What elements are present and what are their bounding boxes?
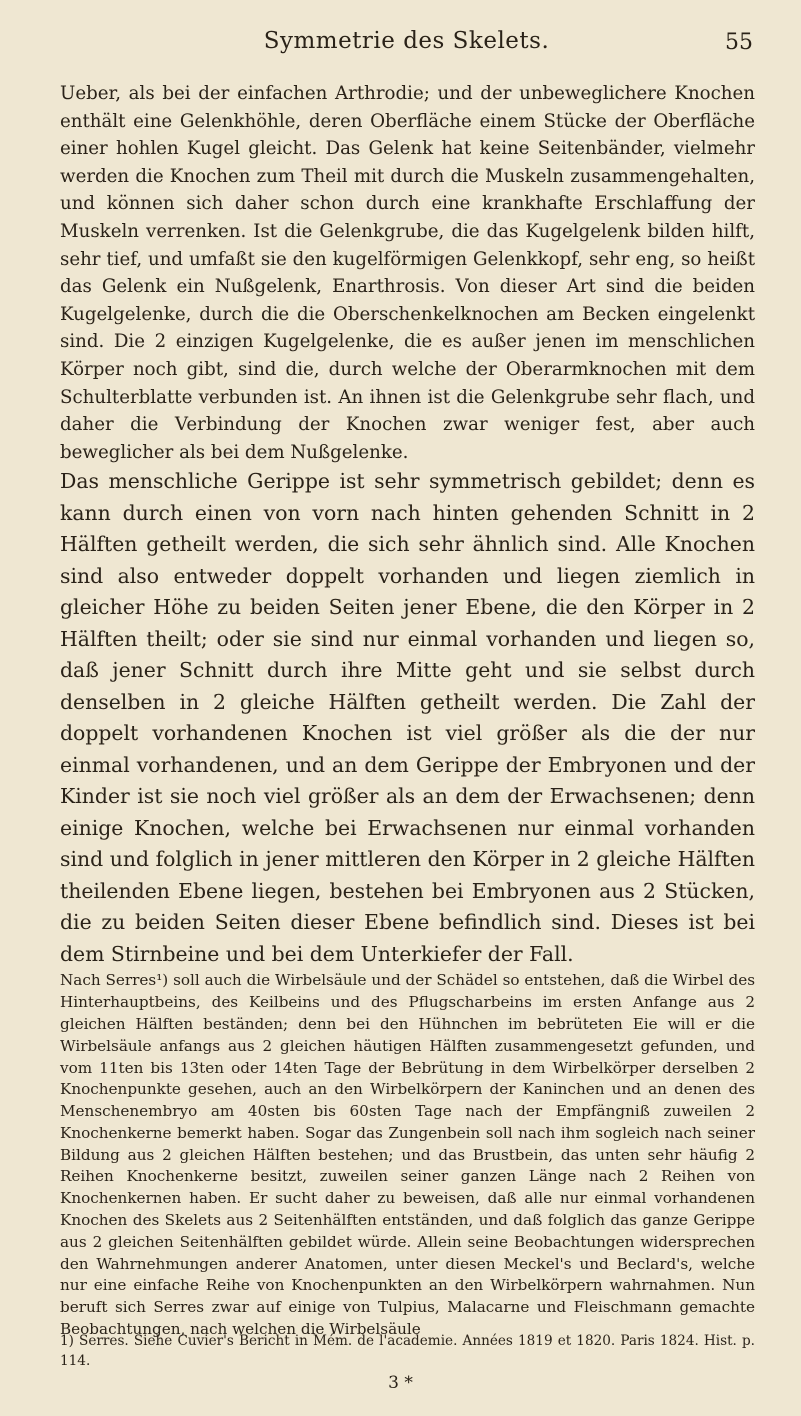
page-number: 55 — [725, 30, 753, 55]
body-text — [60, 80, 755, 1341]
paragraph-ball-joint: Ueber, als bei der einfachen Arthrodie; und der unbeweglichere Knochen enthält eine Gelenkhöhle, deren Oberfläche einem Stücke der Oberfläche einer hohlen Kugel gleicht. Das Gelenk hat keine Seitenbänder, vielmehr werden die Knochen zum Theil mit durch die Muskeln zusammengehalten, und können sich daher schon durch eine krankhafte Erschlaffung der Muskeln verrenken. Ist die Gelenkgrube, die das Kugelgelenk bilden hilft, sehr tief, und umfaßt sie den kugelförmigen Gelenkkopf, sehr eng, so heißt das Gelenk ein Nußgelenk, Enarthrosis. Von dieser Art sind die beiden Kugelgelenke, durch die die Oberschenkelknochen am Becken eingelenkt sind. Die 2 einzigen Kugelgelenke, die es außer jenen im menschlichen Körper noch gibt, sind die, durch welche der Oberarmknochen mit dem Schulterblatte verbunden ist. An ihnen ist die Gelenkgrube sehr flach, und daher die Verbindung der Knochen zwar weniger fest, aber auch beweglicher als bei dem Nußgelenke. — [60, 83, 755, 463]
footnote — [60, 1331, 755, 1371]
paragraph-symmetry: Das menschliche Gerippe ist sehr symmetrisch gebildet; denn es kann durch einen von vorn nach hinten gehenden Schnitt in 2 Hälften getheilt werden, die sich sehr ähnlich sind. Alle Knochen sind also entweder doppelt vorhanden und liegen ziemlich in gleicher Höhe zu beiden Seiten jener Ebene, die den Körper in 2 Hälften theilt; oder sie sind nur einmal vorhanden und liegen so, daß jener Schnitt durch ihre Mitte geht und sie selbst durch denselben in 2 gleiche Hälften getheilt werden. Die Zahl der doppelt vorhandenen Knochen ist viel größer als die der nur einmal vorhandenen, und an dem Gerippe der Embryonen und der Kinder ist sie noch viel größer als an dem der Erwachsenen; denn einige Knochen, welche bei Erwachsenen nur einmal vorhanden sind und folglich in jener mittleren den Körper in 2 gleiche Hälften theilenden Ebene liegen, bestehen bei Embryonen aus 2 Stücken, die zu beiden Seiten dieser Ebene befindlich sind. Dieses ist bei dem Stirnbeine und bei dem Unterkiefer der Fall. — [60, 469, 755, 966]
running-title: Symmetrie des Skelets. — [263, 28, 550, 54]
paragraph-serres: Nach Serres¹) soll auch die Wirbelsäule und der Schädel so entstehen, daß die Wirbel des Hinterhauptbeins, des Keilbeins und des Pflugscharbeins im ersten Anfange aus 2 gleichen Hälften beständen; denn bei den Hühnchen im bebrüteten Eie will er die Wirbelsäule anfangs aus 2 gleichen häutigen Hälften zusammengesetzt gefunden, und vom 11ten bis 13ten oder 14ten Tage der Bebrütung in dem Wirbelkörper derselben 2 Knochenpunkte gesehen, auch an den Wirbelkörpern der Kaninchen und an denen des Menschenembryo am 40sten bis 60sten Tage nach der Empfängniß zuweilen 2 Knochenkerne bemerkt haben. Sogar das Zungenbein soll nach ihm sogleich nach seiner Bildung aus 2 gleichen Hälften bestehen; und das Brustbein, das unten sehr häufig 2 Reihen Knochenkerne besitzt, zuweilen seiner ganzen Länge nach 2 Reihen von Knochenkernen haben. Er sucht daher zu beweisen, daß alle nur einmal vorhandenen Knochen des Skelets aus 2 Seitenhälften entständen, und daß folglich das ganze Gerippe aus 2 gleichen Seitenhälften gebildet würde. Allein seine Beobachtungen widersprechen den Wahrnehmungen anderer Anatomen, unter diesen Meckel's und Beclard's, welche nur eine einfache Reihe von Knochenpunkten an den Wirbelkörpern wahrnahmen. Nun beruft sich Serres zwar auf einige von Tulpius, Malacarne und Fleischmann gemachte Beobachtungen, nach welchen die Wirbelsäule — [60, 971, 755, 1339]
footnote-text: 1) Serres. Siehe Cuvier's Bericht in Mém. de l'academie. Années 1819 et 1820. Paris 1824. Hist. p. 114. — [60, 1333, 755, 1369]
printer-signature: 3 * — [388, 1373, 413, 1393]
running-header — [60, 28, 753, 64]
